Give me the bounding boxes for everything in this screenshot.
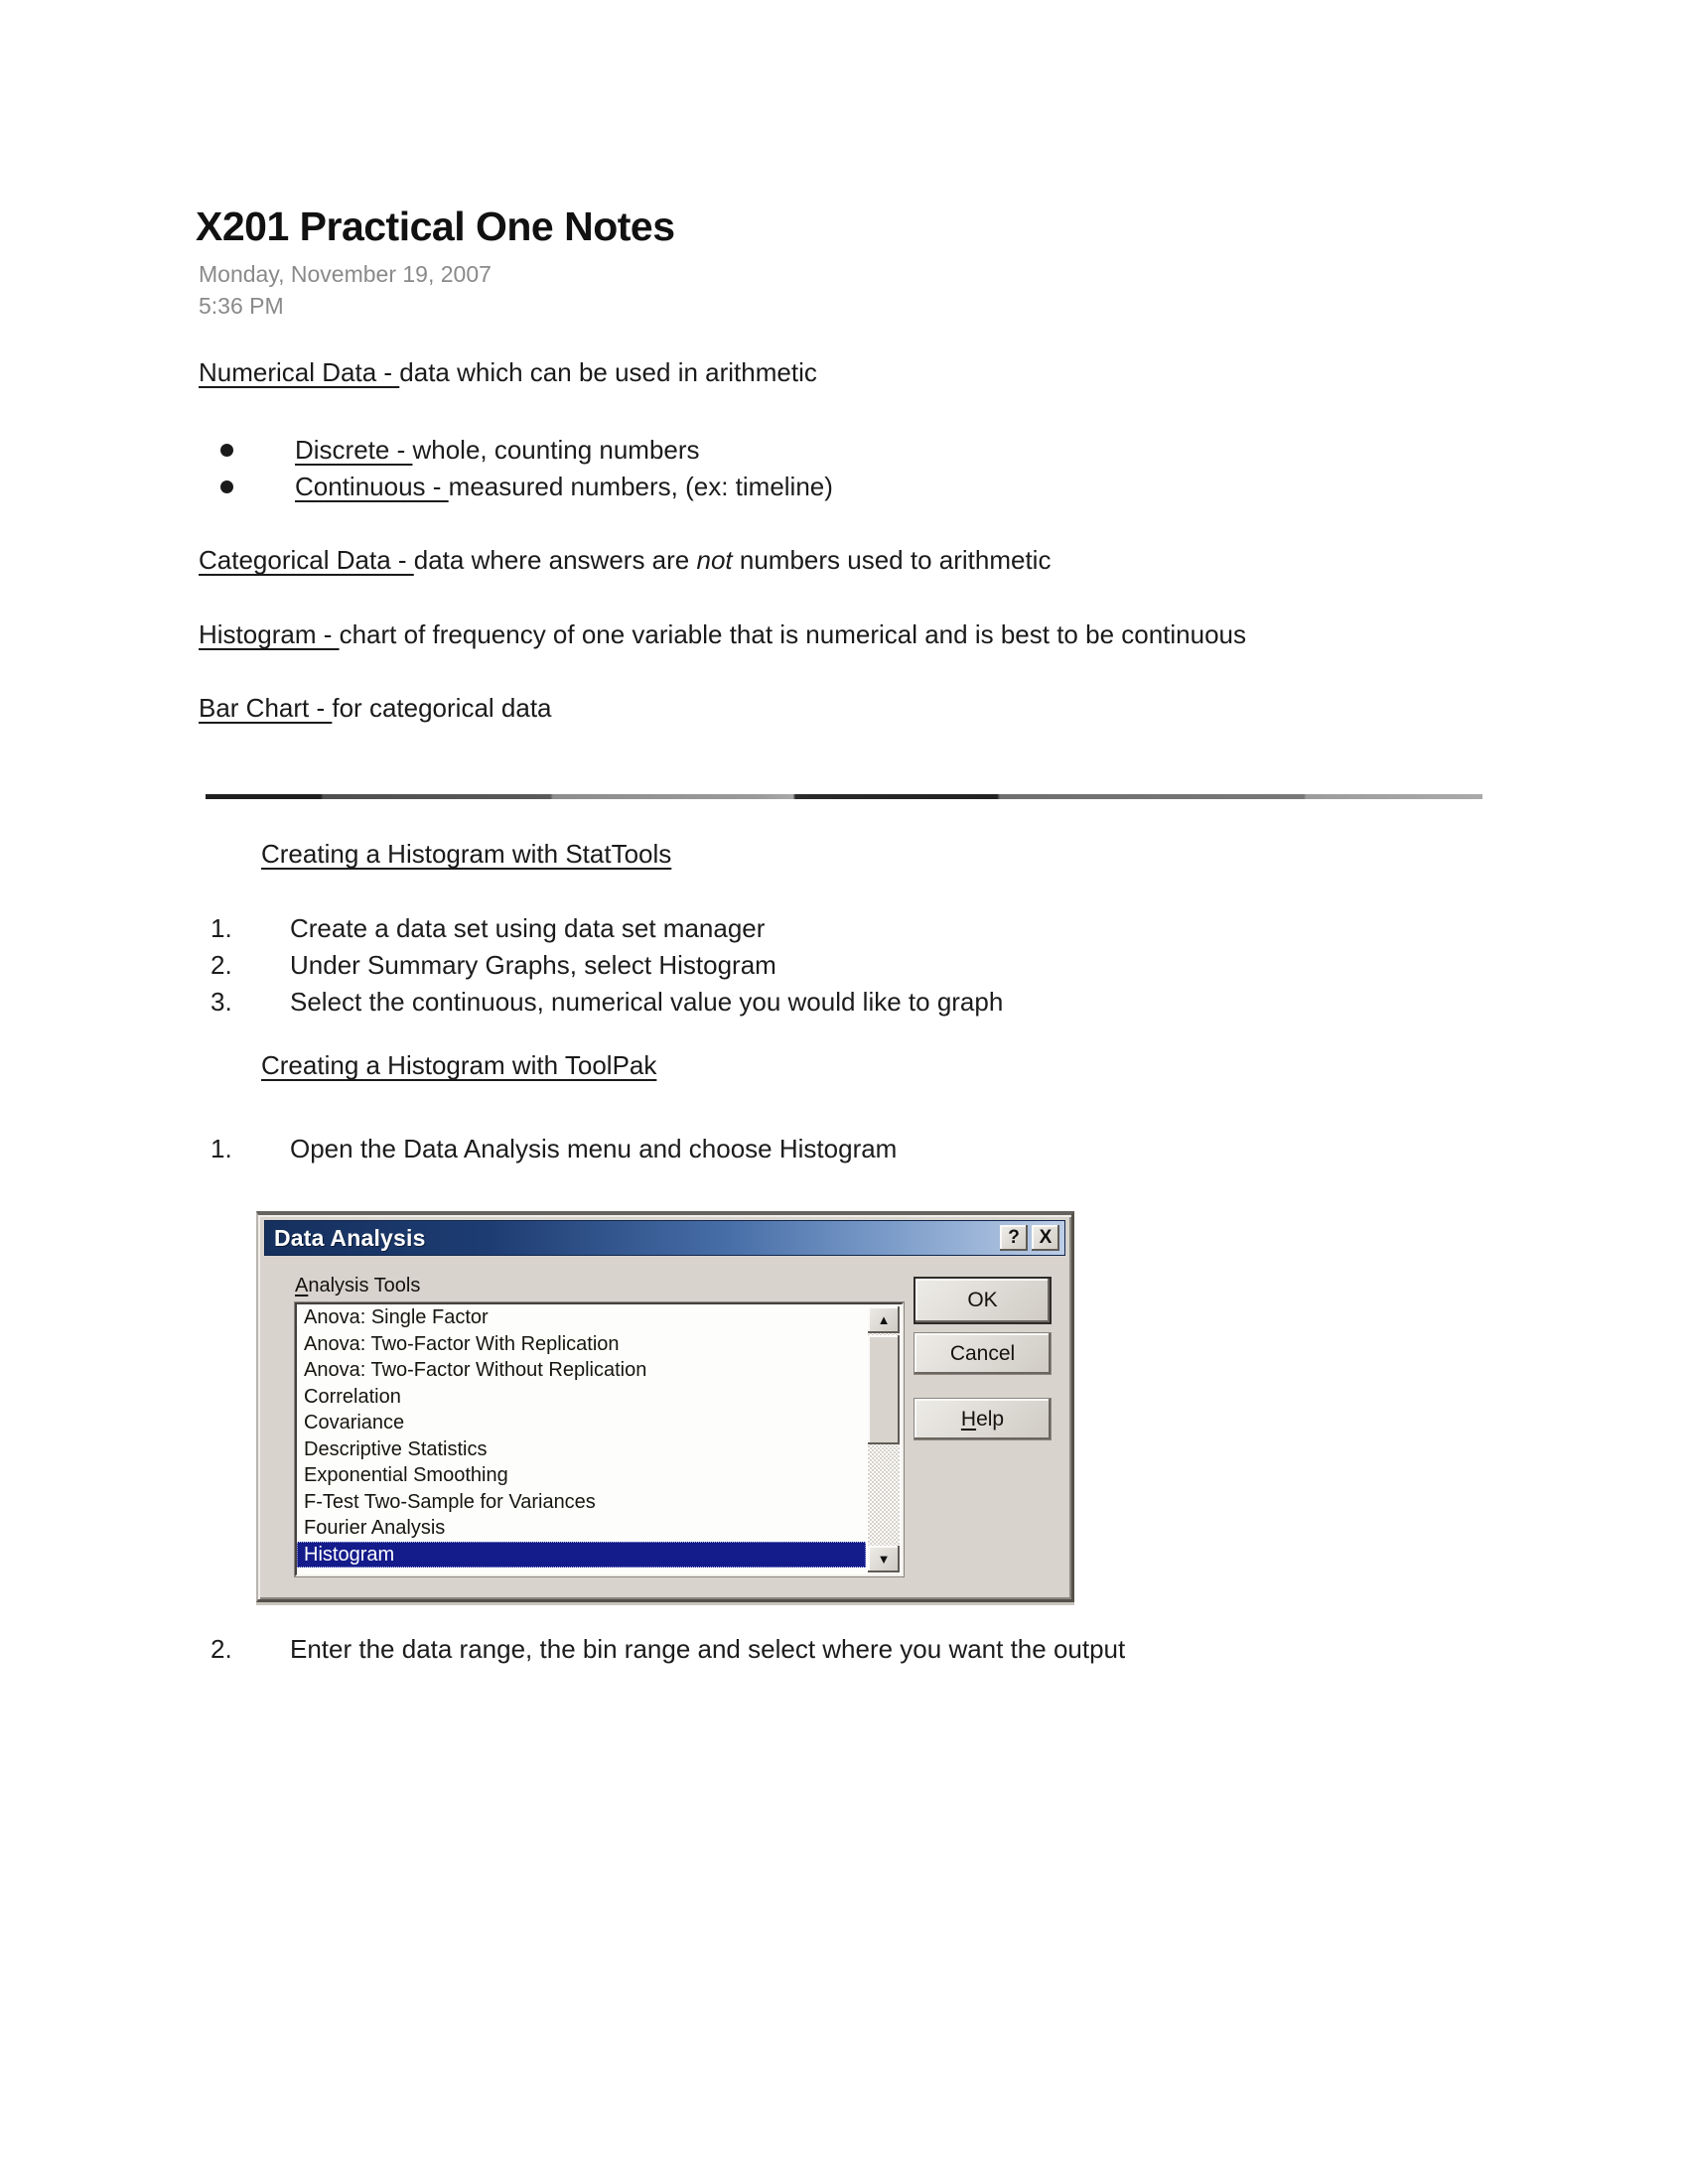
bullet-text: Continuous - measured numbers, (ex: timeline)	[295, 472, 833, 501]
definition-bar-chart: Bar Chart - for categorical data	[199, 693, 552, 723]
analysis-tools-listbox[interactable]	[295, 1302, 904, 1576]
list-item-correlation[interactable]: Correlation	[304, 1385, 401, 1408]
list-item-fourier-analysis[interactable]: Fourier Analysis	[304, 1517, 446, 1539]
heading-toolpak: Creating a Histogram with ToolPak	[261, 1050, 657, 1080]
scrollbar-thumb[interactable]	[868, 1335, 900, 1444]
step-number: 2.	[211, 1634, 232, 1664]
definition-numerical-data	[199, 357, 817, 388]
analysis-tools-label: Analysis Tools	[295, 1275, 421, 1297]
listbox-scrollbar[interactable]	[868, 1306, 900, 1572]
list-item-f-test-two-sample[interactable]: F-Test Two-Sample for Variances	[304, 1490, 596, 1513]
list-item-exponential-smoothing[interactable]: Exponential Smoothing	[304, 1464, 508, 1486]
cancel-button[interactable]: Cancel	[914, 1332, 1052, 1375]
list-item-anova-two-factor-with-replication[interactable]: Anova: Two-Factor With Replication	[304, 1332, 620, 1355]
ok-button[interactable]: OK	[914, 1277, 1052, 1324]
list-item-descriptive-statistics[interactable]: Descriptive Statistics	[304, 1437, 488, 1460]
list-item-anova-two-factor-without-replication[interactable]: Anova: Two-Factor Without Replication	[304, 1359, 647, 1381]
bullet-text: Discrete - whole, counting numbers	[295, 435, 700, 465]
section-divider	[206, 794, 1482, 799]
dialog-titlebar	[264, 1220, 1065, 1256]
list-item-histogram-selected[interactable]: Histogram	[297, 1542, 866, 1569]
bullet-icon	[220, 444, 233, 457]
step-number: 1.	[211, 913, 232, 943]
step-number: 3.	[211, 987, 232, 1017]
close-icon[interactable]: X	[1032, 1225, 1059, 1251]
note-time: 5:36 PM	[199, 293, 284, 319]
definition-categorical-data: Categorical Data - data where answers are not numbers used to arithmetic	[199, 545, 1052, 575]
definition-term: Numerical Data -	[199, 357, 400, 387]
scroll-down-icon[interactable]: ▼	[868, 1546, 900, 1572]
definition-histogram: Histogram - chart of frequency of one variable that is numerical and is best to be continuous	[199, 619, 1247, 649]
step-text: Create a data set using data set manager	[290, 913, 766, 943]
bullet-icon	[220, 480, 233, 493]
scroll-up-icon[interactable]: ▲	[868, 1306, 900, 1333]
page-title: X201 Practical One Notes	[196, 204, 675, 249]
data-analysis-dialog	[256, 1211, 1074, 1602]
step-number: 1.	[211, 1134, 232, 1163]
note-date: Monday, November 19, 2007	[199, 261, 492, 287]
step-number: 2.	[211, 950, 232, 980]
dialog-title: Data Analysis	[274, 1225, 426, 1251]
step-text: Enter the data range, the bin range and select where you want the output	[290, 1634, 1126, 1664]
dialog-help-icon[interactable]: ?	[1000, 1225, 1028, 1251]
help-button[interactable]: Help	[914, 1398, 1052, 1440]
definition-desc: data which can be used in arithmetic	[399, 357, 817, 387]
heading-stattools: Creating a Histogram with StatTools	[261, 839, 672, 869]
step-text: Select the continuous, numerical value you would like to graph	[290, 987, 1004, 1017]
list-item-anova-single-factor[interactable]: Anova: Single Factor	[304, 1306, 489, 1328]
step-text: Open the Data Analysis menu and choose Histogram	[290, 1134, 898, 1163]
list-item-covariance[interactable]: Covariance	[304, 1412, 405, 1433]
step-text: Under Summary Graphs, select Histogram	[290, 950, 776, 980]
